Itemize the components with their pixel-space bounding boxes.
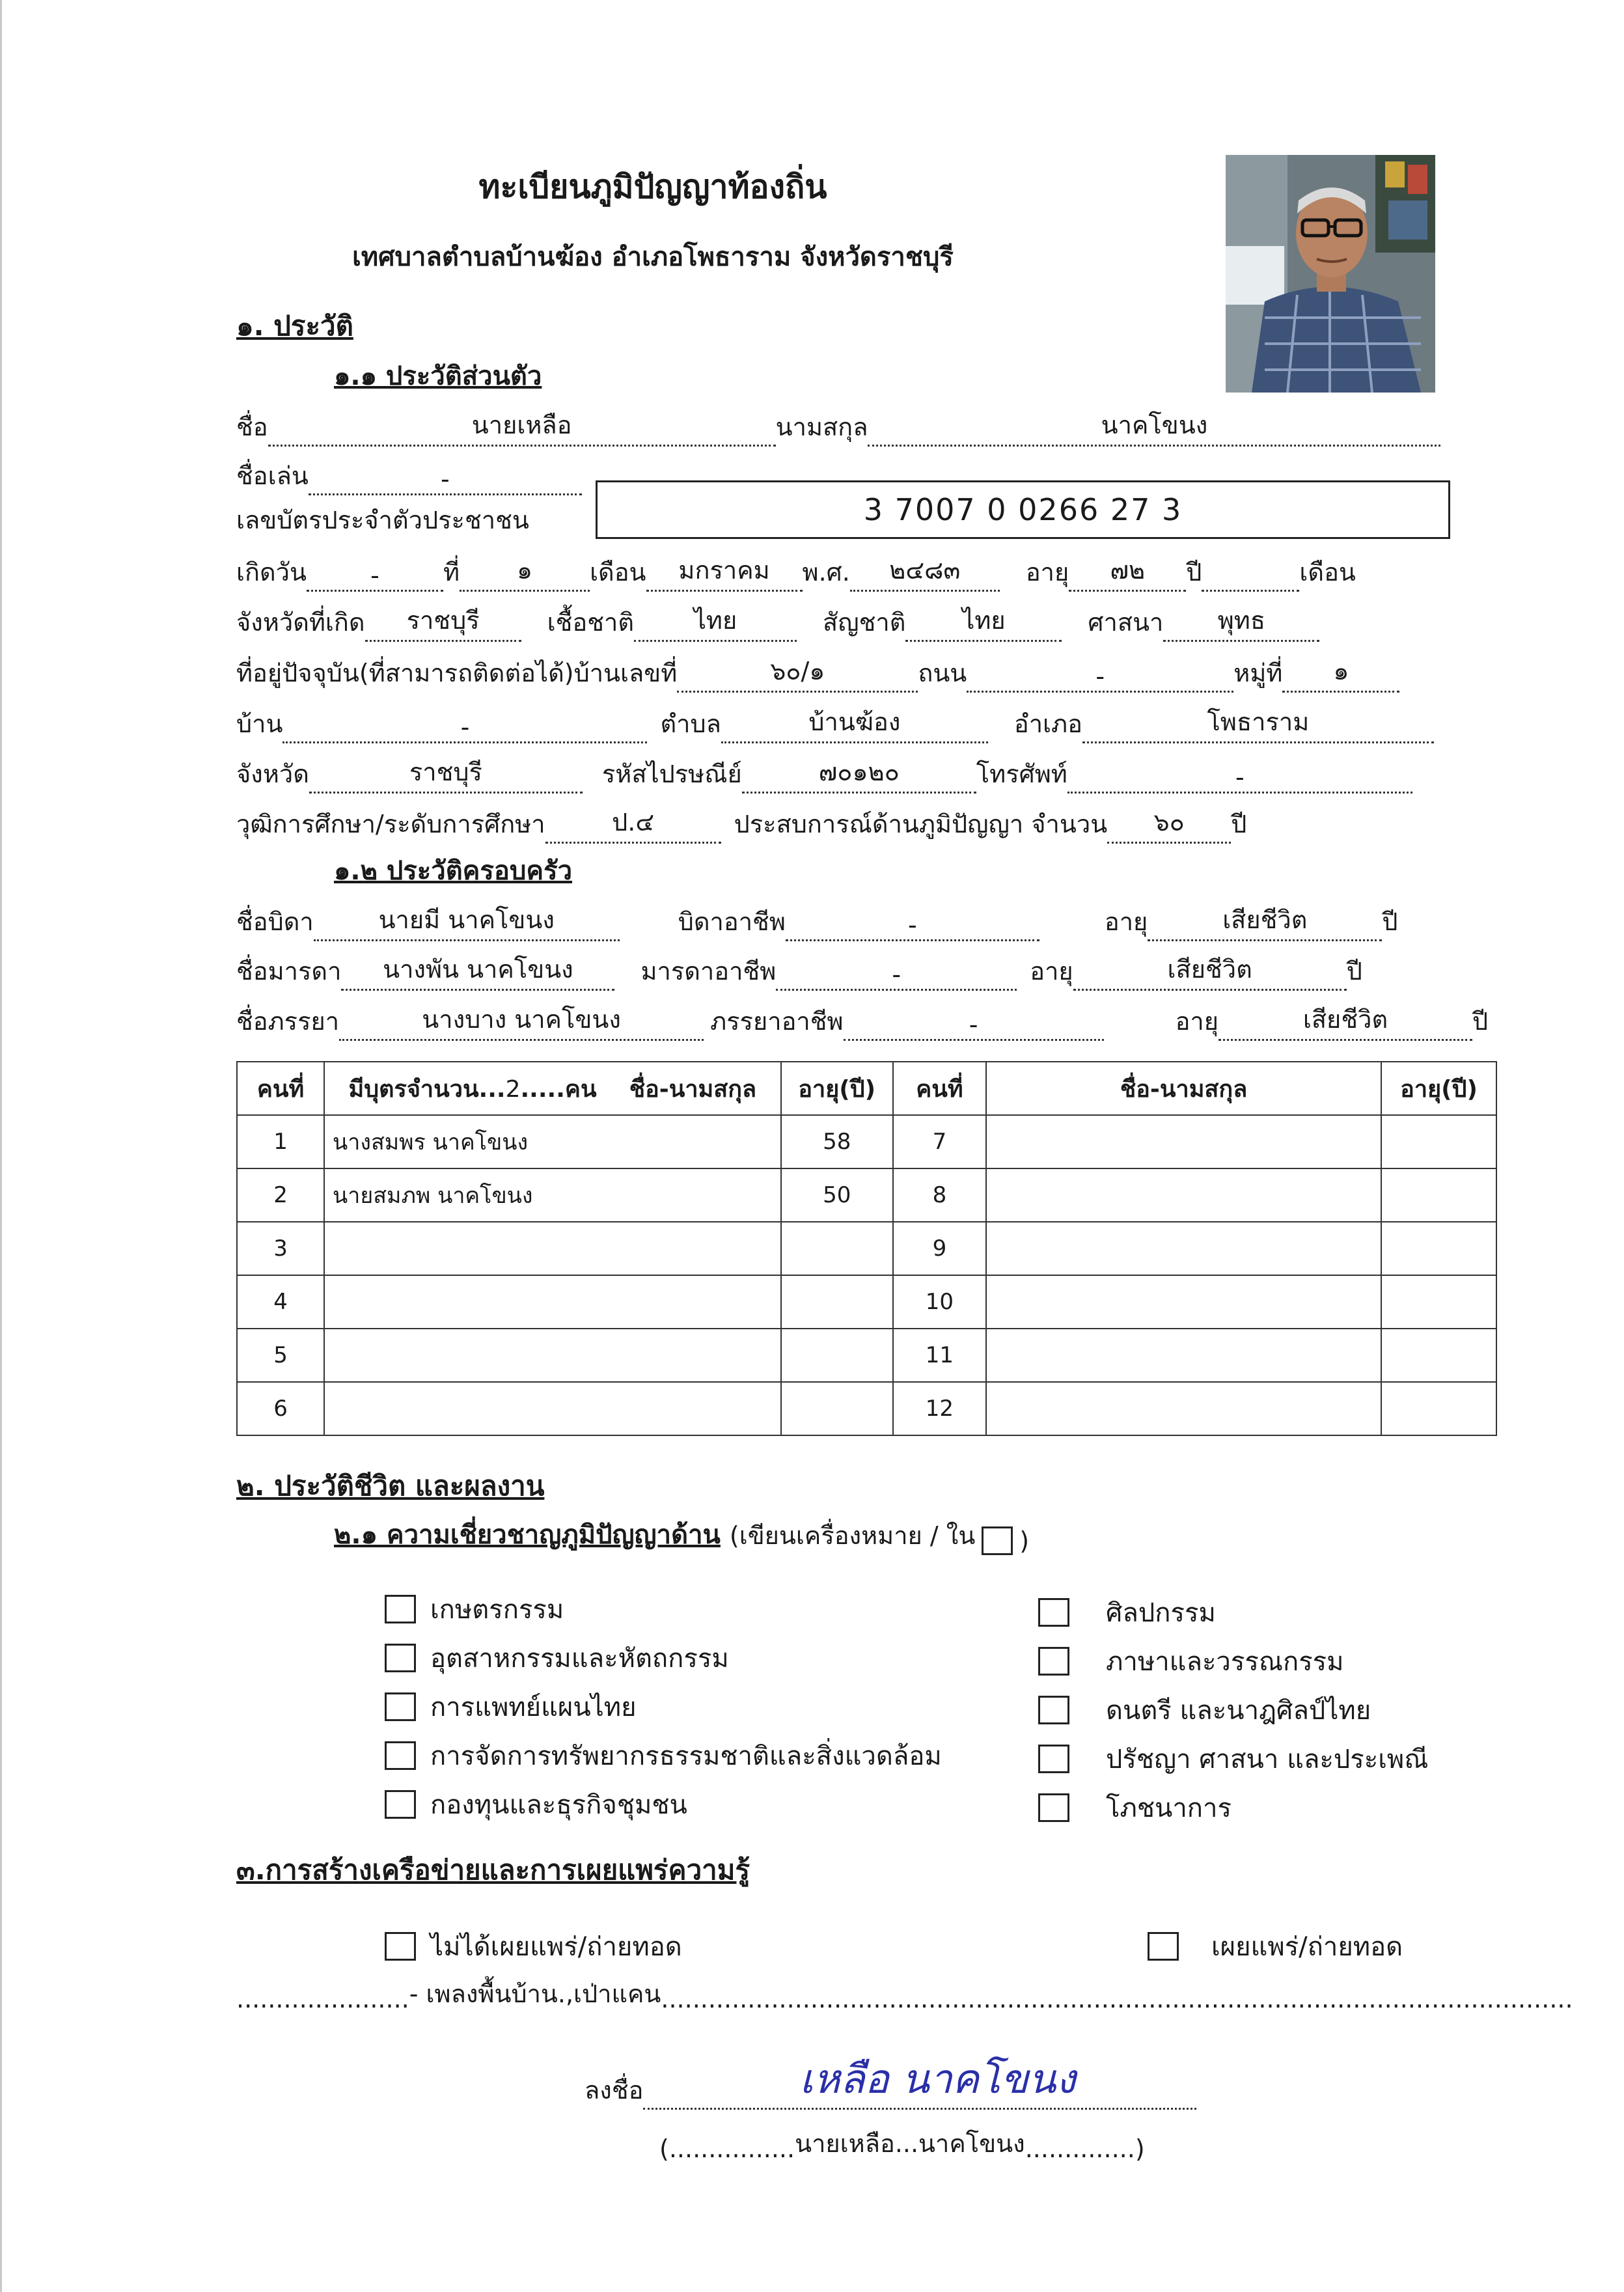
spouse-age-value: เสียชีวิต [1218, 999, 1472, 1041]
spouse-value: นางบาง นาคโขนง [339, 999, 704, 1041]
father-row [236, 900, 1397, 941]
section-3-heading: ๓.การสร้างเครือข่ายและการเผยแพร่ความรู้ [236, 1854, 750, 1886]
col-age-2: อายุ(ปี) [1381, 1062, 1496, 1115]
child-name-2 [986, 1115, 1381, 1168]
child-age [781, 1275, 893, 1329]
year-value: ๒๔๘๓ [850, 550, 1000, 592]
checkbox[interactable] [385, 1692, 416, 1721]
table-row [237, 1222, 1496, 1275]
checkbox[interactable] [385, 1932, 416, 1961]
count-prefix: มีบุตรจำนวน... [348, 1075, 506, 1103]
section-2-1-heading: ๒.๑ ความเชี่ยวชาญภูมิปัญญาด้าน [334, 1520, 721, 1550]
dissemination-detail-row [236, 1974, 1573, 2013]
signature-row [585, 2055, 1196, 2110]
row-no: 2 [237, 1168, 324, 1222]
district-value: โพธาราม [1082, 702, 1434, 743]
child-name-2 [986, 1275, 1381, 1329]
phone-label: โทรศัพท์ [976, 760, 1067, 788]
mother-value: นางพัน นาคโขนง [341, 949, 614, 991]
spouse-row [236, 999, 1488, 1041]
row-no-2: 9 [893, 1222, 986, 1275]
name-row [236, 405, 1440, 447]
mother-age-value: เสียชีวิต [1073, 949, 1347, 991]
father-value: นายมี นาคโขนง [314, 900, 620, 941]
religion-label: ศาสนา [1088, 608, 1164, 637]
expertise-note: (เขียนเครื่องหมาย / ใน [729, 1521, 976, 1550]
table-row [237, 1382, 1496, 1435]
child-age [781, 1329, 893, 1382]
printed-name: นายเหลือ...นาคโขนง [795, 2129, 1025, 2158]
mother-job-value: - [776, 960, 1017, 991]
nickname-value: - [309, 465, 582, 495]
locality-row [236, 702, 1434, 743]
child-name-2 [986, 1168, 1381, 1222]
citizen-id-box: 3 7007 0 0266 27 3 [596, 480, 1450, 539]
option-philosophy-religion[interactable] [1038, 1738, 1428, 1780]
child-age [781, 1222, 893, 1275]
spouse-label: ชื่อภรรยา [236, 1007, 340, 1036]
section-1-1-heading: ๑.๑ ประวัติส่วนตัว [334, 361, 542, 391]
col-age: อายุ(ปี) [781, 1062, 893, 1115]
children-count: 2 [505, 1075, 521, 1103]
father-label: ชื่อบิดา [236, 907, 314, 936]
nationality-label: สัญชาติ [823, 608, 906, 637]
option-label: กองทุนและธุรกิจชุมชน [430, 1790, 687, 1820]
checkbox[interactable] [1038, 1793, 1069, 1822]
table-row [237, 1168, 1496, 1222]
date-label: ที่ [443, 558, 460, 587]
father-age-label: อายุ [1104, 907, 1148, 936]
mother-row [236, 949, 1362, 991]
checkbox[interactable] [1038, 1647, 1069, 1676]
row-no-2: 10 [893, 1275, 986, 1329]
option-label: อุตสาหกรรมและหัตถกรรม [430, 1644, 729, 1674]
children-table [236, 1061, 1497, 1436]
child-age-2 [1381, 1275, 1496, 1329]
option-nutrition[interactable] [1038, 1787, 1232, 1829]
age-label: อายุ [1025, 558, 1069, 587]
surname-value: นาคโขนง [868, 405, 1440, 447]
detail-suffix: .................................................................................................................... [661, 1985, 1573, 2013]
option-industry-handicraft[interactable] [385, 1637, 729, 1679]
age-unit: ปี [1186, 558, 1202, 587]
child-name-2 [986, 1382, 1381, 1435]
dissemination-detail: - เพลงพื้นบ้าน.,เป่าแคน [409, 1980, 661, 2008]
option-music-dance[interactable] [1038, 1689, 1371, 1731]
child-name-2 [986, 1222, 1381, 1275]
child-age: 50 [781, 1168, 893, 1222]
mother-job-label: มารดาอาชีพ [640, 957, 777, 986]
option-label: โภชนาการ [1106, 1793, 1232, 1823]
example-checkbox-icon [982, 1526, 1013, 1555]
province-born-label: จังหวัดที่เกิด [236, 608, 365, 637]
age-value: ๗๒ [1069, 550, 1186, 592]
child-age-2 [1381, 1222, 1496, 1275]
col-name-2: ชื่อ-นามสกุล [986, 1062, 1381, 1115]
id-label: เลขบัตรประจำตัวประชาชน [236, 506, 529, 534]
experience-value: ๖๐ [1107, 802, 1231, 844]
child-name [324, 1275, 781, 1329]
row-no: 6 [237, 1382, 324, 1435]
race-value: ไทย [634, 600, 797, 642]
handwritten-signature: เหลือ นาคโขนง [799, 2055, 1076, 2103]
birth-row [236, 550, 1356, 592]
row-no: 3 [237, 1222, 324, 1275]
checkbox[interactable] [1038, 1598, 1069, 1627]
origin-row [236, 600, 1319, 642]
child-name-2 [986, 1329, 1381, 1382]
section-1-2-heading: ๑.๒ ประวัติครอบครัว [334, 856, 573, 886]
spouse-job-value: - [844, 1010, 1104, 1041]
year-label: พ.ศ. [802, 558, 850, 587]
contact-row [236, 752, 1412, 794]
checkbox[interactable] [1038, 1745, 1069, 1773]
checkbox[interactable] [1038, 1696, 1069, 1724]
father-job-value: - [786, 911, 1039, 941]
postcode-label: รหัสไปรษณีย์ [601, 760, 742, 788]
nickname-row [236, 456, 582, 495]
child-age-2 [1381, 1168, 1496, 1222]
name-value: นายเหลือ [268, 405, 776, 447]
experience-label: ประสบการณ์ด้านภูมิปัญญา จำนวน [734, 810, 1108, 838]
form-title: ทะเบียนภูมิปัญญาท้องถิ่น [478, 168, 827, 206]
child-age-2 [1381, 1329, 1496, 1382]
option-community-fund[interactable] [385, 1784, 687, 1825]
education-value: ป.๔ [545, 802, 721, 844]
mother-label: ชื่อมารดา [236, 957, 342, 986]
road-label: ถนน [918, 659, 967, 687]
experience-unit: ปี [1231, 810, 1247, 838]
checkbox[interactable] [1148, 1932, 1179, 1961]
address-label: ที่อยู่ปัจจุบัน(ที่สามารถติดต่อได้)บ้านเลขที่ [236, 659, 678, 687]
row-no-2: 8 [893, 1168, 986, 1222]
option-label: เกษตรกรรม [430, 1595, 564, 1625]
row-no: 1 [237, 1115, 324, 1168]
spouse-age-unit: ปี [1472, 1007, 1489, 1036]
option-disseminated[interactable] [1148, 1926, 1403, 1967]
count-suffix: .....คน [520, 1075, 597, 1103]
race-label: เชื้อชาติ [547, 608, 635, 637]
option-agriculture[interactable] [385, 1588, 564, 1630]
child-age-2 [1381, 1382, 1496, 1435]
date-value: ๑ [460, 550, 590, 592]
option-label: ภาษาและวรรณกรรม [1106, 1647, 1344, 1677]
name-label: ชื่อ [236, 413, 268, 441]
option-not-disseminated[interactable] [385, 1926, 682, 1967]
religion-value: พุทธ [1163, 600, 1319, 642]
table-row [237, 1115, 1496, 1168]
option-label: เผยแพร่/ถ่ายทอด [1211, 1932, 1403, 1962]
checkbox[interactable] [385, 1644, 416, 1672]
col-no: คนที่ [237, 1062, 324, 1115]
row-no-2: 11 [893, 1329, 986, 1382]
child-name [324, 1329, 781, 1382]
table-row [237, 1275, 1496, 1329]
mother-age-unit: ปี [1346, 957, 1362, 986]
mother-age-label: อายุ [1030, 957, 1073, 986]
children-table-header [237, 1062, 1496, 1115]
table-row [237, 1329, 1496, 1382]
child-name: นางสมพร นาคโขนง [324, 1115, 781, 1168]
signature-label: ลงชื่อ [585, 2076, 644, 2105]
month-label: เดือน [590, 558, 646, 587]
checkbox[interactable] [385, 1595, 416, 1623]
checkbox[interactable] [385, 1741, 416, 1770]
detail-prefix: ...................... [236, 1985, 409, 2013]
option-label: การจัดการทรัพยากรธรรมชาติและสิ่งแวดล้อม [430, 1741, 942, 1771]
section-2-heading: ๒. ประวัติชีวิต และผลงาน [236, 1470, 545, 1502]
surname-label: นามสกุล [775, 413, 868, 441]
option-arts[interactable] [1038, 1592, 1216, 1633]
row-no-2: 12 [893, 1382, 986, 1435]
id-row [236, 500, 529, 540]
father-age-unit: ปี [1382, 907, 1398, 936]
portrait-photo [1226, 155, 1435, 393]
education-label: วุฒิการศึกษา/ระดับการศึกษา [236, 810, 545, 838]
village-label: บ้าน [236, 710, 283, 738]
option-label: ดนตรี และนาฎศิลป์ไทย [1106, 1696, 1371, 1726]
district-label: อำเภอ [1013, 710, 1082, 738]
col-name: ชื่อ-นามสกุล [629, 1075, 757, 1103]
spouse-age-label: อายุ [1175, 1007, 1219, 1036]
nickname-label: ชื่อเล่น [236, 462, 309, 490]
row-no: 5 [237, 1329, 324, 1382]
province-value: ราชบุรี [309, 752, 583, 794]
born-label: เกิดวัน [236, 558, 307, 587]
address-row [236, 651, 1399, 693]
father-age-value: เสียชีวิต [1148, 900, 1382, 941]
checkbox[interactable] [385, 1790, 416, 1819]
printed-suffix: ..............) [1025, 2134, 1145, 2163]
option-language-literature[interactable] [1038, 1640, 1344, 1682]
child-age-2 [1381, 1115, 1496, 1168]
moo-value: ๑ [1282, 651, 1399, 693]
form-subtitle: เทศบาลตำบลบ้านฆ้อง อำเภอโพธาราม จังหวัดราชบุรี [352, 242, 954, 272]
option-label: การแพทย์แผนไทย [430, 1692, 637, 1722]
col-children-count [324, 1062, 781, 1115]
subdistrict-label: ตำบล [660, 710, 721, 738]
education-row [236, 802, 1246, 844]
village-value: - [282, 713, 647, 743]
option-thai-medicine[interactable] [385, 1686, 637, 1728]
option-label: ปรัชญา ศาสนา และประเพณี [1106, 1745, 1429, 1774]
moo-label: หมู่ที่ [1233, 659, 1283, 687]
subdistrict-value: บ้านฆ้อง [721, 702, 988, 743]
expertise-note-close: ) [1019, 1526, 1030, 1555]
row-no: 4 [237, 1275, 324, 1329]
child-name: นายสมภพ นาคโขนง [324, 1168, 781, 1222]
child-age: 58 [781, 1115, 893, 1168]
postcode-value: ๗๐๑๒๐ [742, 752, 976, 794]
child-name [324, 1222, 781, 1275]
spouse-job-label: ภรรยาอาชีพ [710, 1007, 844, 1036]
born-day-value: - [307, 561, 443, 592]
nationality-value: ไทย [905, 600, 1062, 642]
signature-line [643, 2055, 1196, 2110]
province-label: จังหวัด [236, 760, 309, 788]
printed-name-row [659, 2123, 1145, 2163]
age-months-blank [1202, 590, 1299, 592]
province-born-value: ราชบุรี [365, 600, 521, 642]
road-value: - [967, 662, 1233, 693]
col-no-2: คนที่ [893, 1062, 986, 1115]
phone-value: - [1067, 763, 1412, 794]
option-label: ไม่ได้เผยแพร่/ถ่ายทอด [430, 1932, 682, 1962]
option-natural-resources[interactable] [385, 1735, 942, 1776]
month-value: มกราคม [646, 550, 803, 592]
expertise-heading-row [334, 1513, 1029, 1555]
month-unit: เดือน [1299, 558, 1356, 587]
father-job-label: บิดาอาชีพ [678, 907, 786, 936]
child-age [781, 1382, 893, 1435]
house-no-value: ๖๐/๑ [677, 651, 918, 693]
row-no-2: 7 [893, 1115, 986, 1168]
option-label: ศิลปกรรม [1106, 1598, 1216, 1628]
child-name [324, 1382, 781, 1435]
section-1-heading: ๑. ประวัติ [236, 310, 353, 342]
printed-prefix: (................ [659, 2134, 795, 2163]
